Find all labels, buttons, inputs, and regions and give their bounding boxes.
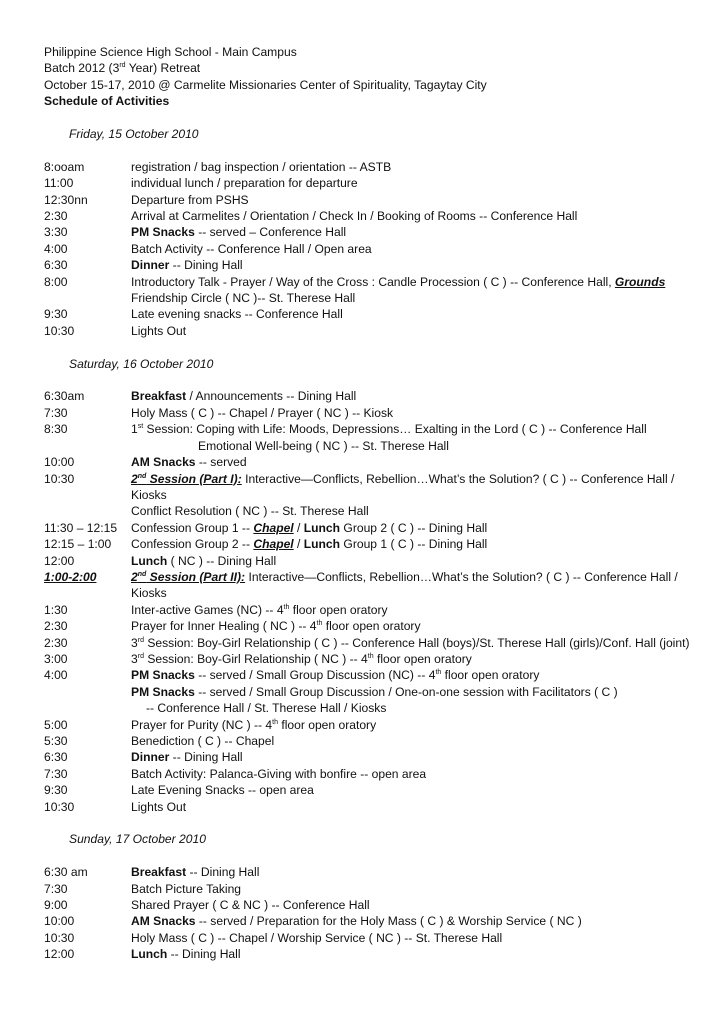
- activity: [131, 224, 694, 240]
- time: [44, 684, 131, 700]
- schedule-row: [44, 405, 694, 421]
- activity-text: Group 2 ( C ) -- Dining Hall: [340, 520, 488, 535]
- activity: [131, 323, 694, 339]
- activity: [131, 864, 694, 880]
- activity-bold: Lunch: [303, 537, 341, 552]
- activity-emphasis: Chapel: [253, 520, 294, 535]
- schedule-row: [44, 175, 694, 191]
- activity-text: registration / bag inspection / orientation -- ASTB: [131, 159, 392, 174]
- activity-bold: PM Snacks: [131, 668, 195, 683]
- activity: [131, 208, 694, 224]
- activity: [131, 782, 694, 798]
- activity: [131, 454, 694, 470]
- activity-bold: PM Snacks: [131, 225, 195, 240]
- time: 2:30: [44, 635, 68, 650]
- activity-text: Friendship Circle ( NC )-- St. Therese Hall: [131, 291, 356, 306]
- activity-text: / Announcements -- Dining Hall: [186, 389, 357, 404]
- time: 10:30: [44, 799, 75, 814]
- schedule-row: [44, 192, 694, 208]
- schedule-row: [44, 651, 694, 667]
- session-number: 1: [131, 422, 138, 437]
- activity: [131, 175, 694, 191]
- activity-text: -- served / Small Group Discussion / One-on-one session with Facilitators ( C ): [194, 684, 618, 699]
- activity-text: individual lunch / preparation for departure: [131, 176, 358, 191]
- activity-emphasis: Chapel: [253, 537, 294, 552]
- schedule-row: [44, 635, 694, 651]
- time: 3:00: [44, 651, 68, 666]
- activity-text: -- Dining Hall: [169, 750, 243, 765]
- ordinal-sup: th: [283, 603, 290, 611]
- schedule-row: [44, 799, 694, 815]
- activity-text: floor open oratory: [289, 602, 388, 617]
- schedule-row: [44, 782, 694, 798]
- activity-text: floor open oratory: [277, 717, 377, 732]
- time: 1:00-2:00: [44, 569, 97, 584]
- batch-text: Batch 2012 (3: [44, 61, 120, 76]
- schedule-row: [44, 946, 694, 962]
- schedule-row: [44, 749, 694, 765]
- time: 6:30 am: [44, 865, 88, 880]
- activity-bold: Dinner: [131, 258, 170, 273]
- activity-text: Session: Boy-Girl Relationship ( NC ) -- 4: [143, 651, 368, 666]
- activity-text: -- served – Conference Hall: [194, 225, 347, 240]
- activity-emphasis: Grounds: [614, 274, 666, 289]
- activity-text: -- Dining Hall: [169, 258, 243, 273]
- time: 12:30nn: [44, 192, 88, 207]
- activity: [131, 503, 694, 519]
- time: 9:30: [44, 307, 68, 322]
- activity-bold: Lunch: [131, 553, 168, 568]
- activity-text: Lights Out: [131, 323, 187, 338]
- schedule-row: [44, 520, 694, 536]
- activity-text: -- served: [195, 455, 247, 470]
- time: 2:30: [44, 209, 68, 224]
- activity-text: Inter-active Games (NC) -- 4: [131, 602, 284, 617]
- activity-bold: Lunch: [303, 520, 341, 535]
- schedule-row: [44, 700, 694, 716]
- time: 10:00: [44, 914, 75, 929]
- time: 6:30: [44, 750, 68, 765]
- activity: [131, 717, 694, 733]
- batch-text-end: Year) Retreat: [125, 61, 201, 76]
- time: 10:30: [44, 471, 75, 486]
- activity: [131, 700, 694, 716]
- time: 12:00: [44, 947, 75, 962]
- activity: [131, 306, 694, 322]
- time: 4:00: [44, 668, 68, 683]
- time: [44, 503, 131, 519]
- schedule-title: Schedule of Activities: [44, 94, 170, 109]
- activity-text: Holy Mass ( C ) -- Chapel / Prayer ( NC ) -- Kiosk: [131, 405, 394, 420]
- time: 1:30: [44, 602, 68, 617]
- time: 8:00: [44, 274, 68, 289]
- activity-text: -- Dining Hall: [167, 947, 241, 962]
- day-heading-sunday: Sunday, 17 October 2010: [69, 832, 206, 847]
- activity: [131, 749, 694, 765]
- activity: [131, 897, 694, 913]
- activity-text: Interactive—Conflicts, Rebellion…What’s the Solution? ( C ) -- Conference Hall / Kiosks: [131, 569, 678, 601]
- time: 10:30: [44, 323, 75, 338]
- activity-text: Holy Mass ( C ) -- Chapel / Worship Service ( NC ) -- St. Therese Hall: [131, 930, 503, 945]
- time: 7:30: [44, 766, 68, 781]
- schedule-row: [44, 684, 694, 700]
- schedule-row: [44, 388, 694, 404]
- dates-venue: October 15-17, 2010 @ Carmelite Missionaries Center of Spirituality, Tagaytay City: [44, 77, 487, 92]
- activity-text: Confession Group 2 --: [131, 537, 254, 552]
- day-heading-saturday: Saturday, 16 October 2010: [69, 356, 214, 371]
- schedule-row: [44, 438, 694, 454]
- activity-bold: Dinner: [131, 750, 170, 765]
- time: 11:00: [44, 176, 74, 191]
- time: 5:00: [44, 717, 68, 732]
- activity-bold: Lunch: [131, 947, 168, 962]
- activity: [131, 257, 694, 273]
- ordinal-sup: nd: [137, 472, 147, 480]
- activity: [131, 536, 694, 552]
- schedule-row: [44, 602, 694, 618]
- schedule-row: [44, 897, 694, 913]
- activity-text: Arrival at Carmelites / Orientation / Check In / Booking of Rooms -- Conference Hall: [131, 209, 578, 224]
- activity-text: Shared Prayer ( C & NC ) -- Conference Hall: [131, 898, 370, 913]
- activity: [131, 881, 694, 897]
- batch-sup: rd: [119, 62, 126, 70]
- time: 7:30: [44, 881, 68, 896]
- activity-text: ( NC ) -- Dining Hall: [167, 553, 277, 568]
- activity-text: Group 1 ( C ) -- Dining Hall: [340, 537, 488, 552]
- activity-text: floor open oratory: [441, 668, 540, 683]
- time: 8:ooam: [44, 159, 85, 174]
- schedule-row: [44, 733, 694, 749]
- session-number: 3: [131, 651, 138, 666]
- activity-text: Introductory Talk - Prayer / Way of the Cross : Candle Procession ( C ) -- Conference Hall,: [131, 274, 615, 289]
- activity-text: /: [293, 520, 304, 535]
- activity: [131, 388, 694, 404]
- session-number: 3: [131, 635, 138, 650]
- activity-bold: AM Snacks: [131, 914, 196, 929]
- time: 10:00: [44, 455, 75, 470]
- activity: [131, 192, 694, 208]
- schedule-row: [44, 569, 694, 602]
- activity-text: Batch Picture Taking: [131, 881, 242, 896]
- time: 2:30: [44, 619, 68, 634]
- schedule-row: [44, 471, 694, 504]
- time: 7:30: [44, 405, 68, 420]
- time: 10:30: [44, 930, 75, 945]
- schedule-row: [44, 454, 694, 470]
- schedule-row: [44, 717, 694, 733]
- activity-text: Departure from PSHS: [131, 192, 249, 207]
- ordinal-sup: rd: [137, 636, 144, 644]
- activity-text: Session: Coping with Life: Moods, Depressions… Exalting in the Lord ( C ) -- Conference Hall: [143, 422, 647, 437]
- activity-text: Benediction ( C ) -- Chapel: [131, 734, 275, 748]
- ordinal-sup: th: [435, 669, 442, 677]
- schedule-row: [44, 224, 694, 240]
- activity-bold: PM Snacks: [131, 684, 195, 699]
- activity-text: /: [293, 537, 304, 552]
- schedule-row: [44, 421, 694, 437]
- activity-text: Late evening snacks -- Conference Hall: [131, 307, 343, 322]
- activity: [131, 405, 694, 421]
- session-number: 2: [131, 569, 138, 584]
- activity-bold: Breakfast: [131, 389, 187, 404]
- activity: [131, 438, 694, 454]
- activity-text: -- served / Preparation for the Holy Mass ( C ) & Worship Service ( NC ): [195, 914, 582, 929]
- activity-text: Interactive—Conflicts, Rebellion…What’s the Solution? ( C ) -- Conference Hall / Kiosks: [131, 471, 675, 502]
- schedule-row: [44, 864, 694, 880]
- activity-text: floor open oratory: [373, 651, 472, 666]
- session-number: 2: [131, 471, 138, 486]
- activity: [131, 553, 694, 569]
- schedule-row: [44, 930, 694, 946]
- time: 12:15 – 1:00: [44, 537, 112, 552]
- ordinal-sup: nd: [137, 570, 147, 578]
- activity: [131, 930, 694, 946]
- schedule-document: [44, 44, 694, 963]
- schedule-row: [44, 159, 694, 175]
- schedule-row: [44, 323, 694, 339]
- schedule-row: [44, 553, 694, 569]
- activity: [131, 799, 694, 815]
- activity: [131, 946, 694, 962]
- time: [44, 700, 131, 716]
- activity: [131, 733, 694, 749]
- activity: [131, 635, 694, 651]
- ordinal-sup: th: [367, 652, 374, 660]
- schedule-row: [44, 913, 694, 929]
- activity: [131, 602, 694, 618]
- time: 5:30: [44, 734, 68, 748]
- schedule-row: [44, 881, 694, 897]
- schedule-row: [44, 290, 694, 306]
- activity-bold: Breakfast: [131, 865, 187, 880]
- activity: [131, 913, 694, 929]
- time: 12:00: [44, 553, 75, 568]
- time: 6:30am: [44, 389, 85, 404]
- schedule-row: [44, 503, 694, 519]
- activity: [131, 241, 694, 257]
- time: [44, 438, 131, 454]
- activity-text: Emotional Well-being ( NC ) -- St. Therese Hall: [198, 438, 449, 453]
- schedule-row: [44, 257, 694, 273]
- day-heading-friday: Friday, 15 October 2010: [69, 127, 199, 142]
- activity: [131, 618, 694, 634]
- session-label-text: Session (Part I):: [146, 471, 242, 486]
- activity-text: Late Evening Snacks -- open area: [131, 783, 314, 798]
- ordinal-sup: th: [316, 620, 323, 628]
- time: 11:30 – 12:15: [44, 520, 118, 535]
- activity: [131, 520, 694, 536]
- activity: [131, 421, 694, 437]
- session-label-text: Session (Part II):: [146, 569, 246, 584]
- time: [44, 290, 131, 306]
- activity-text: Confession Group 1 --: [131, 520, 254, 535]
- ordinal-sup: rd: [137, 652, 144, 660]
- school-name: Philippine Science High School - Main Campus: [44, 45, 297, 59]
- time: 9:00: [44, 898, 68, 913]
- time: 8:30: [44, 422, 68, 437]
- schedule-row: [44, 274, 694, 290]
- time: 6:30: [44, 258, 68, 273]
- activity: [131, 569, 694, 602]
- time: 3:30: [44, 225, 68, 240]
- schedule-row: [44, 618, 694, 634]
- activity-text: Batch Activity: Palanca-Giving with bonfire -- open area: [131, 766, 427, 781]
- activity-text: Batch Activity -- Conference Hall / Open area: [131, 241, 372, 256]
- activity: [131, 651, 694, 667]
- schedule-row: [44, 536, 694, 552]
- ordinal-sup: th: [272, 718, 278, 726]
- activity: [131, 290, 694, 306]
- time: 4:00: [44, 241, 68, 256]
- activity-text: Session: Boy-Girl Relationship ( C ) -- Conference Hall (boys)/St. Therese Hall (girls)/Conf. Hall (joint): [143, 635, 690, 650]
- batch-line: [44, 60, 694, 76]
- activity-text: Lights Out: [131, 799, 187, 814]
- schedule-row: [44, 667, 694, 683]
- activity: [131, 766, 694, 782]
- activity-text: floor open oratory: [322, 619, 421, 634]
- session-label: [131, 570, 245, 584]
- schedule-row: [44, 241, 694, 257]
- activity-text: -- Conference Hall / St. Therese Hall / Kiosks: [146, 701, 387, 716]
- activity: [131, 471, 694, 504]
- activity-text: Prayer for Inner Healing ( NC ) -- 4: [131, 619, 317, 634]
- activity-text: Conflict Resolution ( NC ) -- St. Therese Hall: [131, 504, 369, 519]
- activity: [131, 684, 694, 700]
- activity: [131, 274, 694, 290]
- activity: [131, 159, 694, 175]
- activity-bold: AM Snacks: [131, 455, 196, 470]
- schedule-row: [44, 766, 694, 782]
- activity-text: -- served / Small Group Discussion (NC) -- 4: [194, 668, 436, 683]
- activity-text: Prayer for Purity (NC ) -- 4: [131, 717, 273, 732]
- session-label: [131, 472, 242, 486]
- schedule-row: [44, 306, 694, 322]
- ordinal-sup: st: [137, 423, 144, 431]
- schedule-row: [44, 208, 694, 224]
- activity-text: -- Dining Hall: [186, 865, 260, 880]
- activity: [131, 667, 694, 683]
- time: 9:30: [44, 783, 68, 798]
